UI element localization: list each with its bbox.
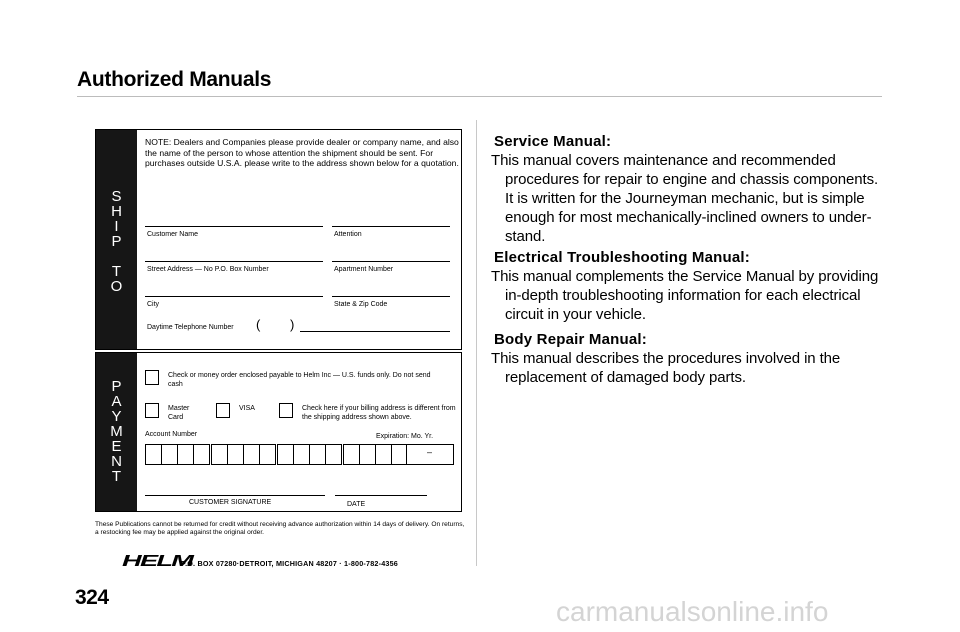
page-number: 324 xyxy=(75,586,109,609)
apartment-number-line[interactable] xyxy=(332,261,450,262)
mastercard-checkbox[interactable] xyxy=(145,403,159,418)
attention-line[interactable] xyxy=(332,226,450,227)
ship-to-sidebar xyxy=(96,130,137,349)
body-repair-body: This manual describes the procedures involved in the replacement of damaged body parts. xyxy=(491,350,841,386)
state-zip-label: State & Zip Code xyxy=(334,301,388,308)
watermark: carmanualsonline.info xyxy=(556,596,829,627)
apartment-number-label: Apartment Number xyxy=(334,266,394,273)
payment-label: P A Y M E N T xyxy=(110,378,123,485)
account-number-boxes[interactable] xyxy=(145,444,409,465)
helm-address: P.O. BOX 07280·DETROIT, MICHIGAN 48207 · 1-800-782-4356 xyxy=(181,559,398,568)
payment-sidebar xyxy=(96,353,137,511)
attention-label: Attention xyxy=(334,231,362,238)
order-form xyxy=(95,129,462,511)
street-address-label: Street Address — No P.O. Box Number xyxy=(147,266,269,273)
page-title: Authorized Manuals xyxy=(77,68,272,91)
service-manual-section xyxy=(491,132,881,246)
returns-disclaimer: These Publications cannot be returned for credit without receiving advance authorization within 14 days of delivery. On returns, a restocking fee may be applied against the original order. xyxy=(95,521,465,536)
column-divider xyxy=(476,120,477,566)
phone-paren-open: ( xyxy=(256,317,261,332)
mastercard-label: Master Card xyxy=(168,405,190,421)
service-manual-heading: Service Manual: xyxy=(494,133,612,150)
signature-line[interactable] xyxy=(145,495,325,496)
visa-label: VISA xyxy=(239,405,255,412)
daytime-phone-label: Daytime Telephone Number xyxy=(147,324,234,331)
phone-paren-close: ) xyxy=(290,317,295,332)
ship-to-section xyxy=(95,129,462,350)
electrical-manual-section xyxy=(491,248,881,324)
check-money-order-checkbox[interactable] xyxy=(145,370,159,385)
date-line[interactable] xyxy=(335,495,427,496)
header-rule xyxy=(77,96,882,97)
customer-name-label: Customer Name xyxy=(147,231,198,238)
service-manual-body: This manual covers maintenance and recommended procedures for repair to engine and chassis components. It is written for the Journeyman mechanic, but is simple enough for most mechanically-inclined owners to under-stand. xyxy=(491,152,879,245)
dealer-note: NOTE: Dealers and Companies please provide dealer or company name, and also the name of the person to whose attention the shipment should be sent. For purchases outside U.S.A. please write to the address shown below for a quotation. xyxy=(145,137,459,169)
city-label: City xyxy=(147,301,160,308)
payment-section xyxy=(95,352,462,512)
body-repair-section xyxy=(491,330,881,387)
account-number-label: Account Number xyxy=(145,431,198,438)
signature-label: CUSTOMER SIGNATURE xyxy=(189,499,272,506)
body-repair-heading: Body Repair Manual: xyxy=(494,331,647,348)
electrical-manual-heading: Electrical Troubleshooting Manual: xyxy=(494,249,750,266)
city-line[interactable] xyxy=(145,296,323,297)
electrical-manual-body: This manual complements the Service Manual by providing in-depth troubleshooting information for each electrical circuit in your vehicle. xyxy=(491,268,879,323)
ship-to-label: S H I P T O xyxy=(110,188,123,295)
check-money-order-label: Check or money order enclosed payable to Helm Inc — U.S. funds only. Do not send cash xyxy=(168,372,431,388)
street-address-line[interactable] xyxy=(145,261,323,262)
state-zip-line[interactable] xyxy=(332,296,450,297)
billing-address-checkbox[interactable] xyxy=(279,403,293,418)
expiration-label: Expiration: Mo. Yr. xyxy=(376,433,434,440)
customer-name-line[interactable] xyxy=(145,226,323,227)
daytime-phone-line[interactable] xyxy=(300,331,450,332)
billing-address-label: Check here if your billing address is different from the shipping address shown above. xyxy=(302,405,456,421)
expiration-dash: – xyxy=(427,447,433,457)
visa-checkbox[interactable] xyxy=(216,403,230,418)
date-label: DATE xyxy=(347,501,366,508)
helm-logo: HELM xyxy=(122,553,193,570)
